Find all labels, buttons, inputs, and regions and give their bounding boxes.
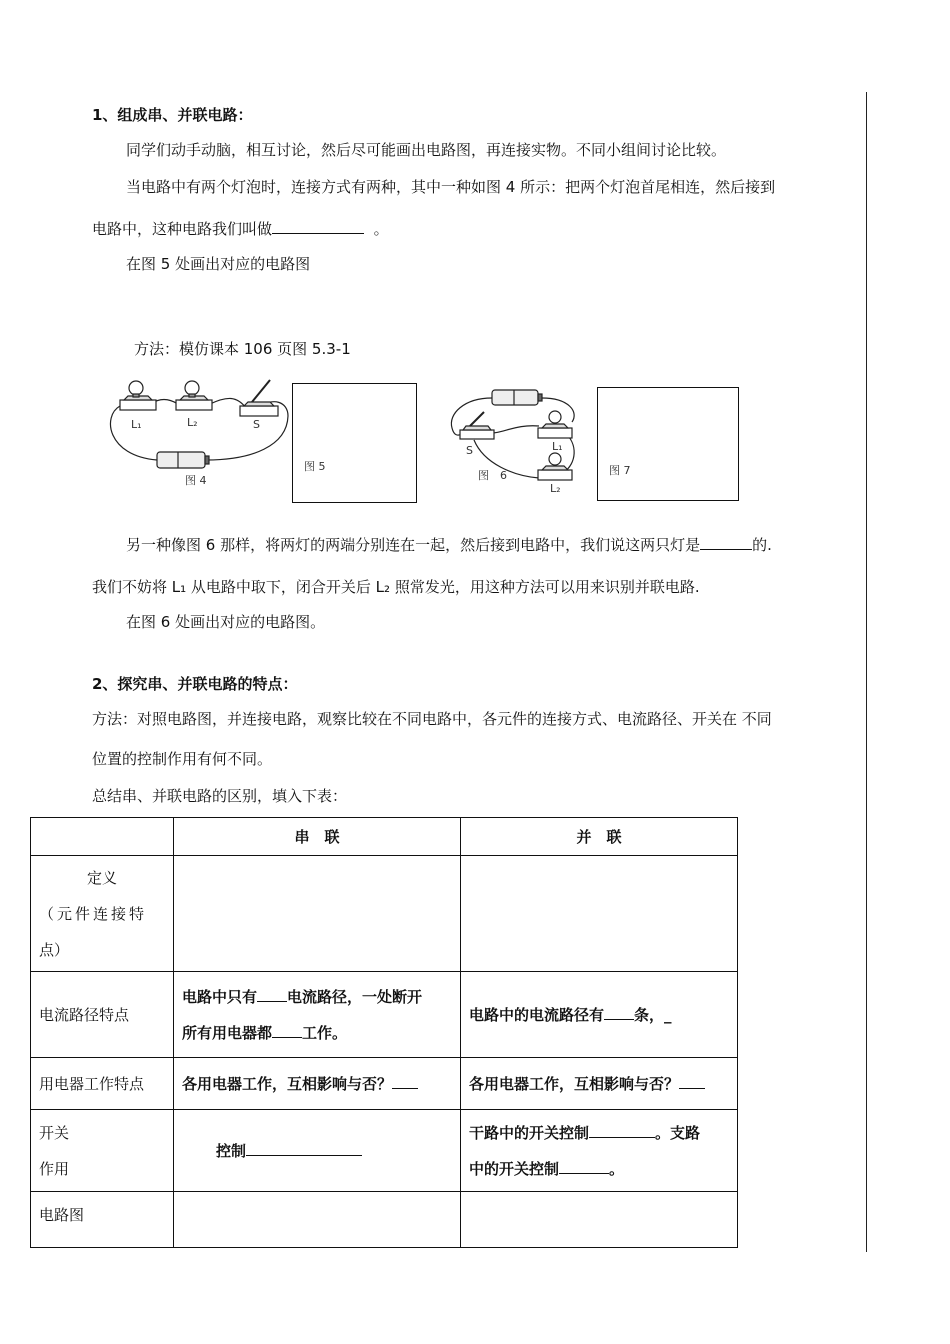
- section2-summary: 总结串、并联电路的区别，填入下表：: [92, 787, 348, 805]
- cell-device-parallel: [461, 1058, 738, 1110]
- text-fragment: 各用电器工作，互相影响与否？: [469, 1075, 680, 1093]
- cell-switch-parallel: [461, 1110, 738, 1192]
- section1-paragraph-5: 在图 6 处画出对应的电路图。: [126, 613, 326, 631]
- answer-blank[interactable]: [392, 1074, 418, 1089]
- text-fragment: 另一种像图 6 那样，将两灯的两端分别连在一起，然后接到电路中，我们说这两只灯是: [126, 536, 701, 554]
- header-parallel: 并 联: [461, 818, 738, 856]
- figure-4-label-l2: L₂: [187, 416, 198, 429]
- section1-paragraph-3: 在图 5 处画出对应的电路图: [126, 255, 311, 273]
- text-fragment: 电流路径，一处断开: [287, 987, 423, 1006]
- row-label-line: 定义: [86, 868, 117, 887]
- section1-heading: 1、组成串、并联电路：: [92, 106, 253, 124]
- figure-6-label-l2: L₂: [550, 482, 561, 495]
- text-fragment: 电路中只有: [182, 987, 258, 1006]
- section1-method: 方法：模仿课本 106 页图 5.3-1: [134, 340, 351, 358]
- text-fragment: 。支路: [655, 1123, 701, 1142]
- cell-definition-parallel[interactable]: [461, 856, 738, 972]
- section1-paragraph-2-line1: 当电路中有两个灯泡时，连接方式有两种，其中一种如图 4 所示：把两个灯泡首尾相连，然后接到: [126, 178, 776, 196]
- section2-heading: 2、探究串、并联电路的特点：: [92, 675, 298, 693]
- row-label-line: （元件连接特: [39, 904, 148, 923]
- figure-7-caption: 图 7: [609, 464, 631, 477]
- cell-line: [469, 1151, 729, 1187]
- answer-blank[interactable]: [257, 987, 287, 1002]
- answer-blank[interactable]: [679, 1074, 705, 1089]
- section1-paragraph-1: 同学们动手动脑，相互讨论，然后尽可能画出电路图，再连接实物。不同小组间讨论比较。: [126, 141, 727, 159]
- answer-blank[interactable]: [589, 1123, 655, 1138]
- text-fragment: 。: [373, 220, 389, 238]
- text-fragment: 各用电器工作，互相影响与否？: [182, 1075, 393, 1093]
- page-margin-rule: [866, 92, 867, 1252]
- row-label-line: 点）: [39, 940, 70, 959]
- table-row-definition: [31, 856, 738, 972]
- row-label-line: 开关: [39, 1123, 70, 1142]
- section2-method-line1: 方法：对照电路图，并连接电路，观察比较在不同电路中，各元件的连接方式、电流路径、开关在 不同: [92, 710, 772, 728]
- text-fragment: 电路中的电流路径有: [469, 1006, 605, 1024]
- header-series: 串 联: [174, 818, 461, 856]
- section1-paragraph-4-line2: 我们不妨将 L₁ 从电路中取下，闭合开关后 L₂ 照常发光，用这种方法可以用来识别并联电路.: [92, 578, 700, 596]
- cell-line: [469, 1115, 729, 1151]
- cell-diagram-parallel[interactable]: [461, 1192, 738, 1248]
- text-fragment: 工作。: [302, 1023, 348, 1042]
- figure-7-drawing-box[interactable]: [597, 387, 739, 501]
- table-header-row: [31, 818, 738, 856]
- text-fragment: 条，_: [634, 1006, 672, 1024]
- cell-device-series: [174, 1058, 461, 1110]
- section2-method-line2: 位置的控制作用有何不同。: [92, 750, 273, 768]
- cell-line: [182, 979, 452, 1015]
- figure-4-label-s: S: [253, 418, 260, 431]
- table-row-device: [31, 1058, 738, 1110]
- row-label-definition: [31, 856, 174, 972]
- row-label-line: 作用: [39, 1159, 70, 1178]
- text-fragment: 电路中，这种电路我们叫做: [92, 220, 273, 238]
- text-fragment: 干路中的开关控制: [469, 1123, 590, 1142]
- figure-4-caption: 图 4: [185, 474, 207, 487]
- answer-blank[interactable]: [559, 1159, 609, 1174]
- cell-current-series: [174, 972, 461, 1058]
- row-label-switch: [31, 1110, 174, 1192]
- table-row-switch: [31, 1110, 738, 1192]
- section1-paragraph-2-line2: [92, 218, 389, 239]
- table-row-current-path: [31, 972, 738, 1058]
- section1-paragraph-4-line1: [126, 534, 772, 555]
- table-corner-cell: [31, 818, 174, 856]
- text-fragment: 所有用电器都: [182, 1023, 273, 1042]
- table-row-diagram: [31, 1192, 738, 1248]
- row-label-device: 用电器工作特点: [31, 1058, 174, 1110]
- row-label-diagram: 电路图: [31, 1192, 174, 1248]
- figure-5-drawing-box[interactable]: [292, 383, 417, 503]
- row-label-current-path: 电流路径特点: [31, 972, 174, 1058]
- answer-blank[interactable]: [246, 1141, 362, 1156]
- cell-definition-series[interactable]: [174, 856, 461, 972]
- text-fragment: 的.: [752, 536, 772, 554]
- figure-6-label-s: S: [466, 444, 473, 457]
- figure-6-label-l1: L₁: [552, 440, 563, 453]
- answer-blank[interactable]: [604, 1005, 634, 1020]
- text-fragment: 控制: [216, 1142, 247, 1160]
- figure-6-caption: 图 6: [478, 469, 507, 482]
- text-fragment: 中的开关控制: [469, 1159, 560, 1178]
- cell-current-parallel: [461, 972, 738, 1058]
- answer-blank-parallel-name[interactable]: [700, 535, 752, 550]
- text-fragment: 。: [609, 1159, 625, 1178]
- figure-4-label-l1: L₁: [131, 418, 142, 431]
- cell-switch-series: [174, 1110, 461, 1192]
- answer-blank-series-name[interactable]: [272, 219, 364, 234]
- answer-blank[interactable]: [272, 1023, 302, 1038]
- cell-line: [182, 1015, 452, 1051]
- figure-5-caption: 图 5: [304, 460, 326, 473]
- series-parallel-comparison-table: [30, 817, 738, 1248]
- cell-diagram-series[interactable]: [174, 1192, 461, 1248]
- figure-6-parallel-circuit: [444, 384, 584, 492]
